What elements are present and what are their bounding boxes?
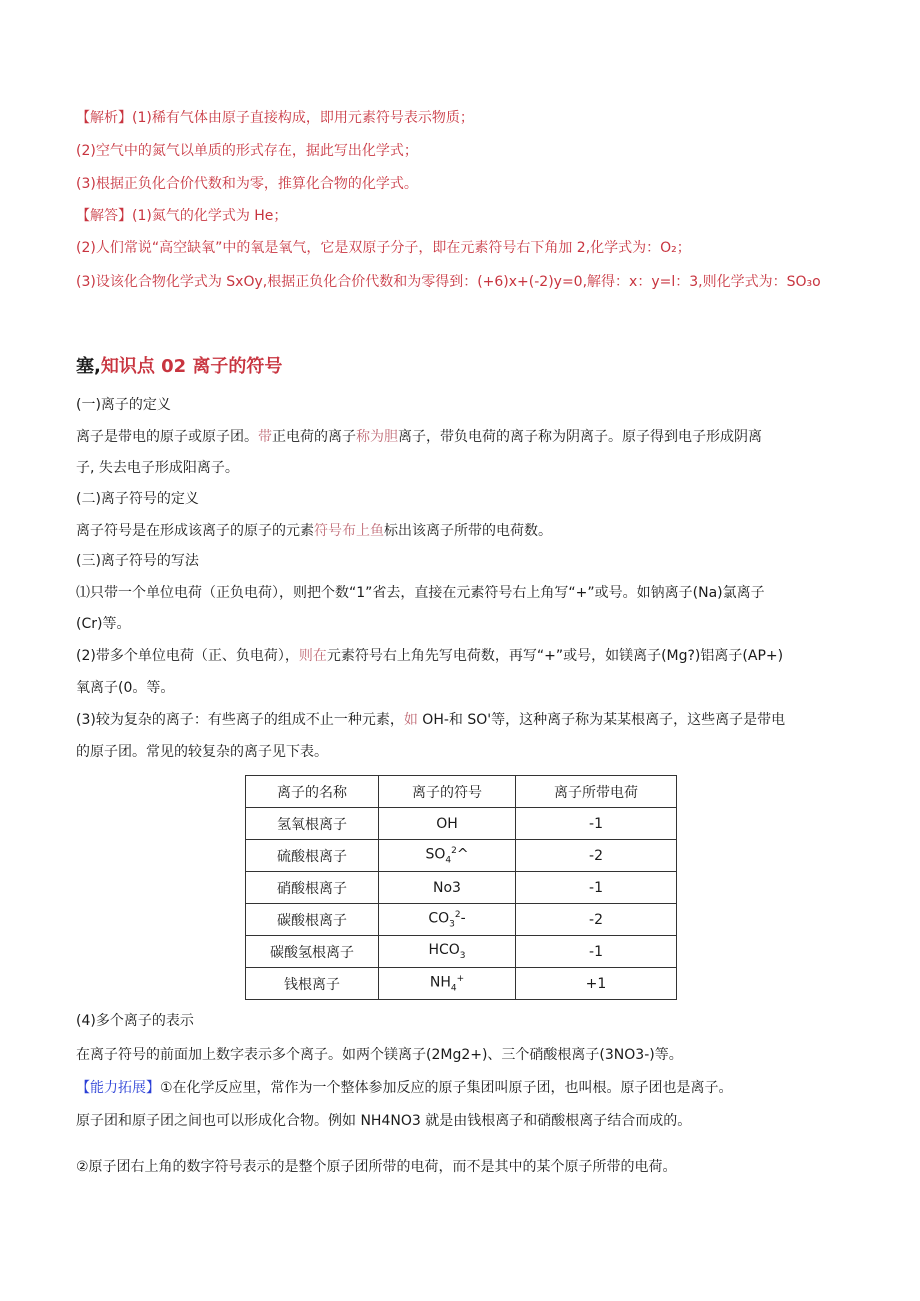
table-row: 碳酸氢根离子 $HCO_3$ -1 [246,936,677,968]
subheading-multiple-ions: (4)多个离子的表示 [76,1013,194,1029]
paragraph-rule-2b: 氧离子(0。等。 [76,680,175,696]
answer-line-1: 【解答】(1)氮气的化学式为 He； [76,208,288,224]
paragraph-rule-1b: (Cr)等。 [76,616,131,632]
table-header-row [246,776,677,808]
answer-line-3: (3)设该化合物化学式为 SxOy,根据正负化合价代数和为零得到：(+6)x+(-2)y=0,解得：x：y=l：3,则化学式为：SO₃o [76,274,821,290]
paragraph-extension-3: ②原子团右上角的数字符号表示的是整个原子团所带的电荷，而不是其中的某个原子所带的电荷。 [76,1159,677,1175]
analysis-line-3: (3)根据正负化合价代数和为零，推算化合物的化学式。 [76,176,418,192]
analysis-line-1: 【解析】(1)稀有气体由原子直接构成，即用元素符号表示物质； [76,110,474,126]
ion-table [245,775,677,1000]
subheading-ion-symbol-writing: (三)离子符号的写法 [76,553,199,569]
paragraph-rule-3b: 的原子团。常见的较复杂的离子见下表。 [76,744,328,760]
table-row: 氢氧根离子 OH -1 [246,808,677,840]
section-heading: 塞,知识点 02 离子的符号 [76,356,283,377]
table-header-symbol: 离子的符号 [379,776,516,808]
subheading-ion-symbol-definition: (二)离子符号的定义 [76,491,199,507]
analysis-line-2: (2)空气中的氮气以单质的形式存在，据此写出化学式； [76,143,418,159]
table-row: 硫酸根离子 $SO_4^2\^{}$ -2 [246,840,677,872]
extension-label: 【能力拓展】 [76,1080,160,1096]
answer-line-2: (2)人们常说“高空缺氧”中的氧是氧气，它是双原子分子，即在元素符号右下角加 2,化学式为：O₂； [76,240,691,256]
paragraph-ion-definition-1: 离子是带电的原子或原子团。带正电荷的离子称为胆离子，带负电荷的离子称为阴离子。原子得到电子形成阴离 [76,429,762,445]
table-row: 钱根离子 $NH_4^+$ +1 [246,968,677,1000]
table-header-name: 离子的名称 [246,776,379,808]
table-row: 硝酸根离子 No3 -1 [246,872,677,904]
paragraph-extension-1: 【能力拓展】①在化学反应里，常作为一个整体参加反应的原子集团叫原子团，也叫根。原子团也是离子。 [76,1080,733,1096]
paragraph-ion-definition-2: 子, 失去电子形成阳离子。 [76,460,239,476]
table-header-charge: 离子所带电荷 [516,776,677,808]
paragraph-rule-2a: (2)带多个单位电荷（正、负电荷），则在元素符号右上角先写电荷数，再写“+”或号，如镁离子(Mg?)铝离子(AP+) [76,648,784,664]
paragraph-ion-symbol-definition: 离子符号是在形成该离子的原子的元素符号布上鱼标出该离子所带的电荷数。 [76,523,552,539]
paragraph-rule-3a: (3)较为复杂的离子：有些离子的组成不止一种元素，如 OH-和 SO'等，这种离子称为某某根离子，这些离子是带电 [76,712,786,728]
subheading-ion-definition: (一)离子的定义 [76,397,171,413]
paragraph-rule-1a: ⑴只带一个单位电荷（正负电荷），则把个数“1”省去，直接在元素符号右上角写“+”或号。如钠离子(Na)氯离子 [76,585,765,601]
paragraph-extension-2: 原子团和原子团之间也可以形成化合物。例如 NH4NO3 就是由钱根离子和硝酸根离子结合而成的。 [76,1113,692,1129]
analysis-label: 【解析】 [76,110,132,126]
paragraph-multiple-ions: 在离子符号的前面加上数字表示多个离子。如两个镁离子(2Mg2+)、三个硝酸根离子(3NO3-)等。 [76,1047,683,1063]
table-row: 碳酸根离子 $CO_3^2-$ -2 [246,904,677,936]
answer-label: 【解答】 [76,208,132,224]
